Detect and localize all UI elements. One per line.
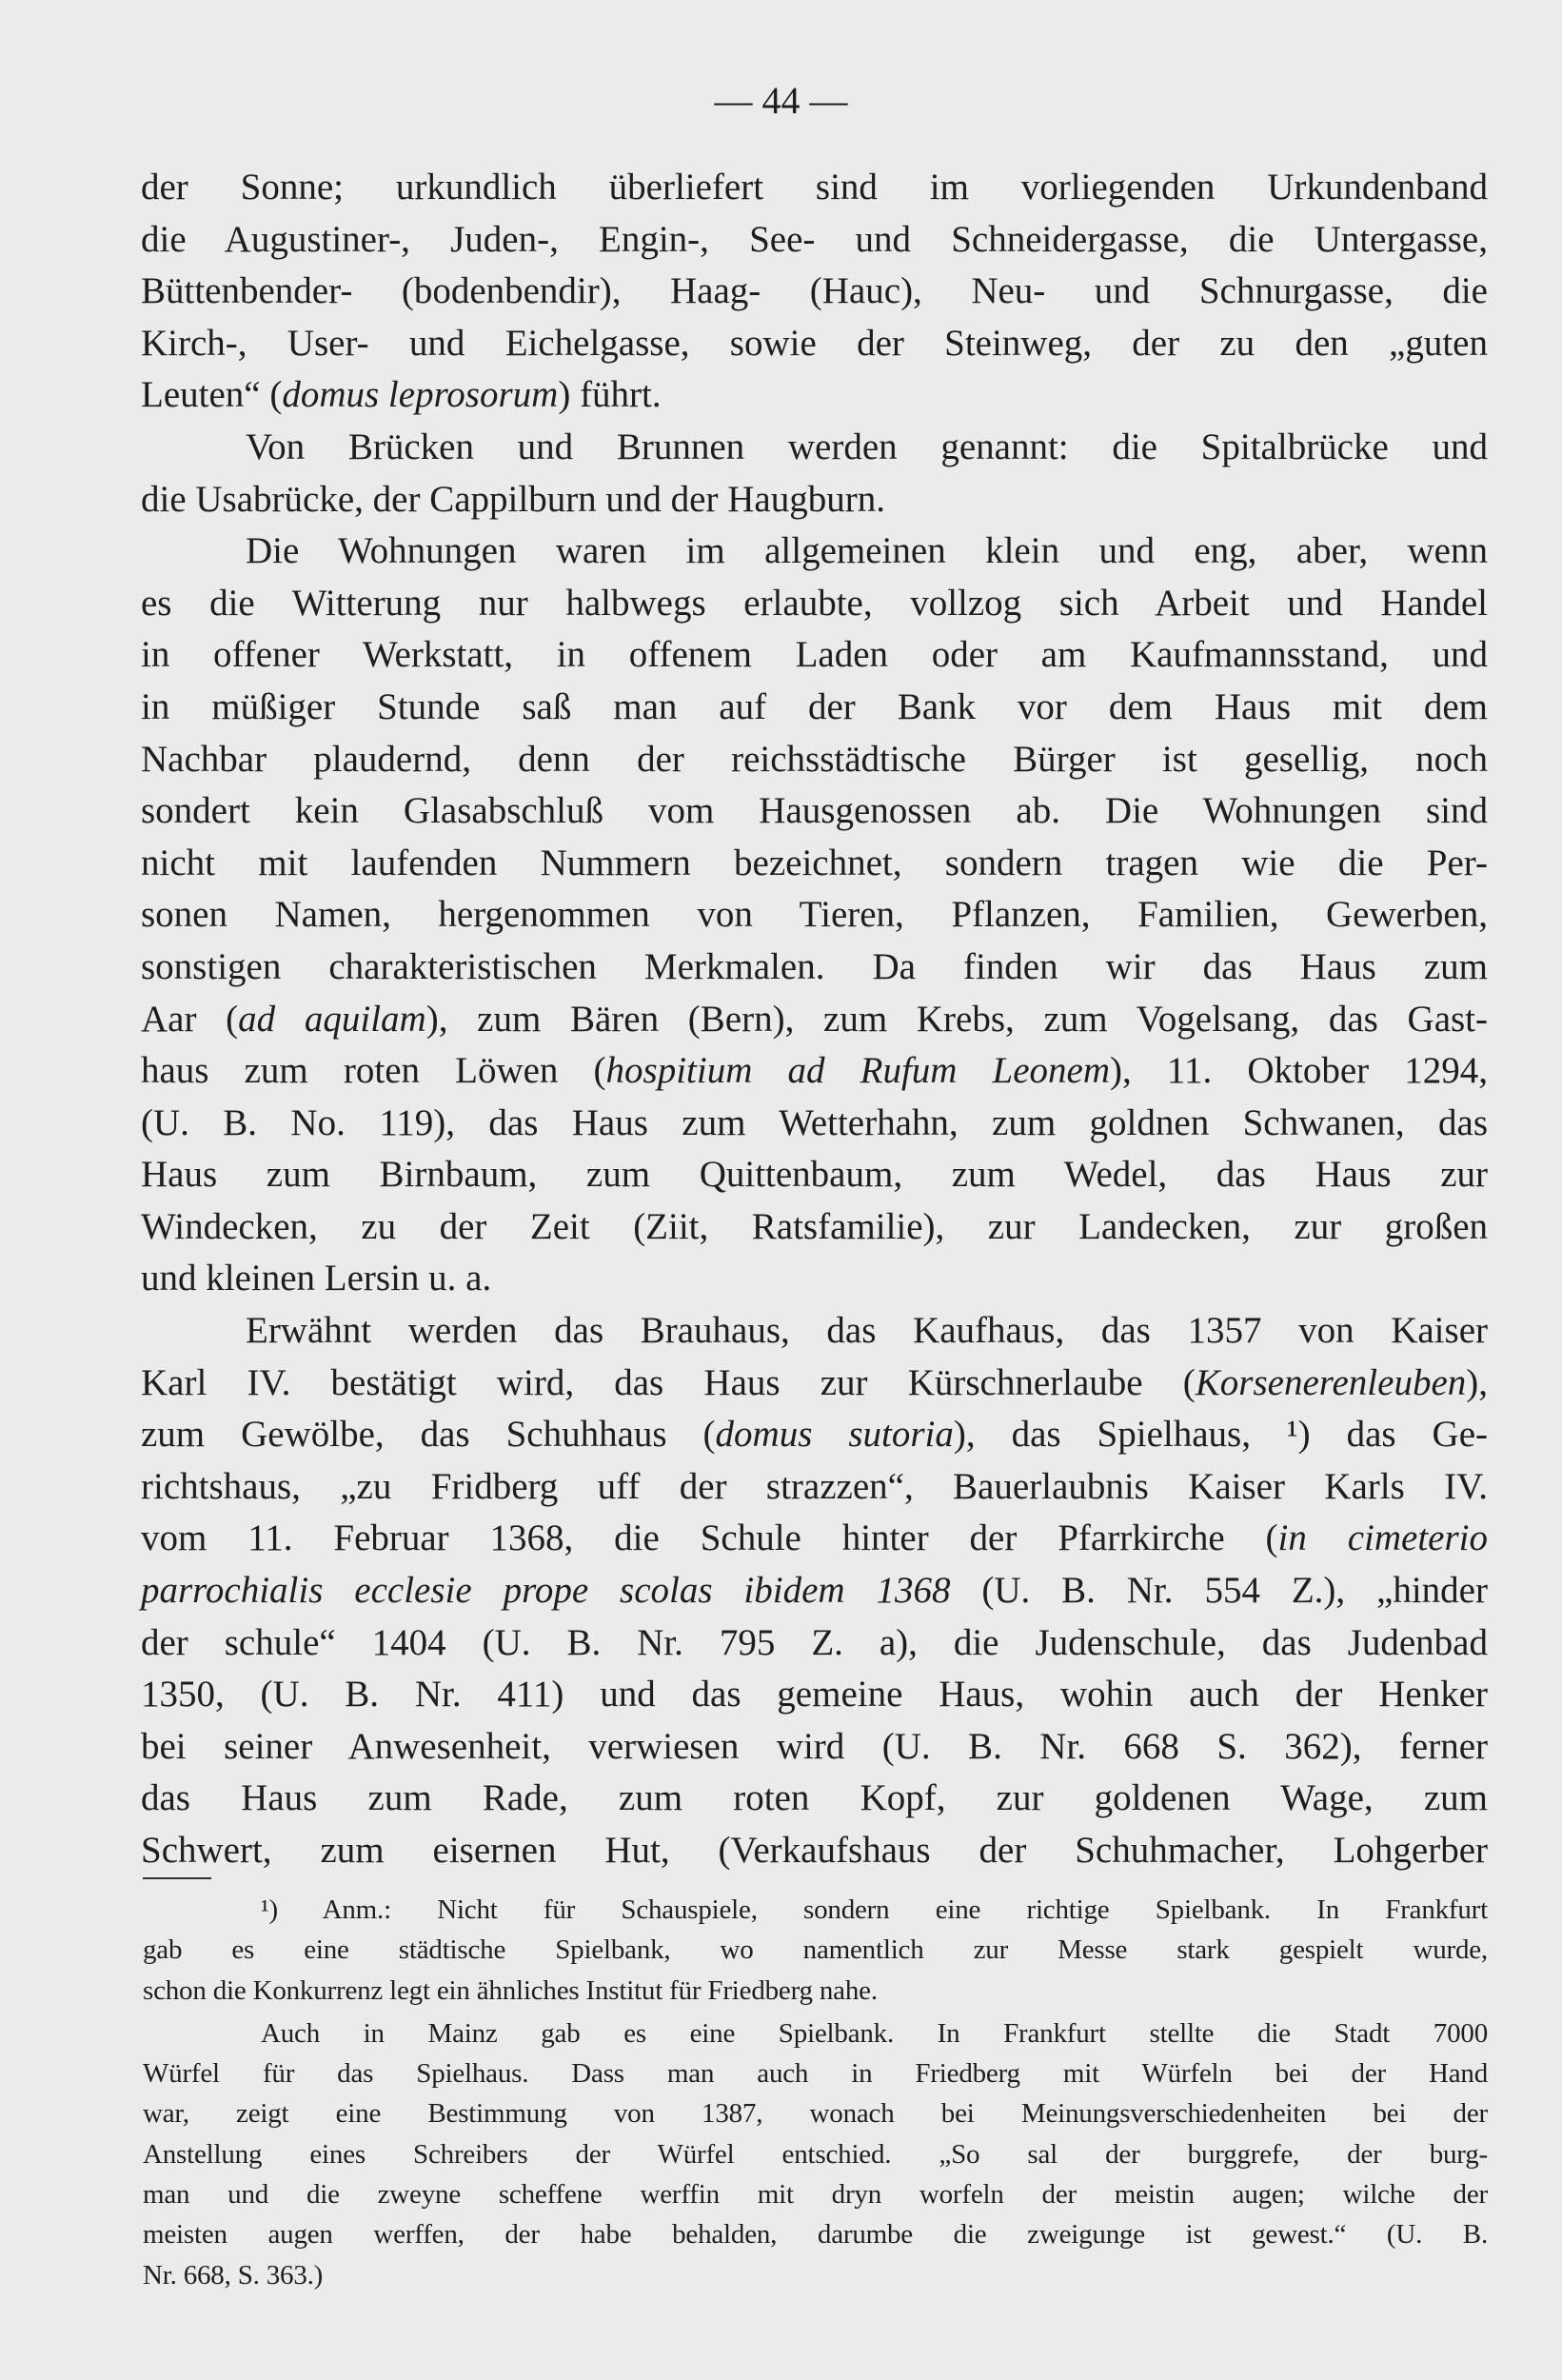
text-line [141,994,1488,1046]
main-text [141,162,1488,1877]
latin-phrase: Korsenerenleuben [1195,1361,1467,1403]
latin-phrase: ad aquilam [238,998,426,1040]
footnotes [143,1890,1488,2295]
text-segment: und kleinen Lersin u. a. [141,1258,492,1299]
footnote-line: meisten augen werffen, der habe behalden, darumbe die zweigunge ist gewest.“ (U. B. [143,2219,1488,2251]
text-segment: der schule“ 1404 (U. B. Nr. 795 Z. a), die Judenschule, das Judenbad [141,1621,1488,1663]
text-segment: Karl IV. bestätigt wird, das Haus zur Kürschnerlaube ( [141,1361,1196,1403]
text-line [141,1253,1488,1305]
text-line [141,318,1488,370]
text-line [141,1617,1488,1670]
text-segment: (U. B. No. 119), das Haus zum Wetterhahn, zum goldnen Schwanen, das [141,1101,1488,1143]
text-segment: sonstigen charakteristischen Merkmalen. Da finden wir das Haus zum [141,945,1488,987]
footnote-line: Anstellung eines Schreibers der Würfel entschied. „So sal der burggrefe, der burg- [143,2138,1488,2170]
text-line [141,838,1488,890]
footnote-line: Auch in Mainz gab es eine Spielbank. In Frankfurt stellte die Stadt 7000 [261,2017,1488,2049]
text-segment: in müßiger Stunde saß man auf der Bank vor dem Haus mit dem [141,685,1488,727]
text-segment: Leuten“ ( [141,374,283,416]
text-line [141,1773,1488,1825]
text-line [141,785,1488,838]
text-segment: Haus zum Birnbaum, zum Quittenbaum, zum Wedel, das Haus zur [141,1154,1488,1196]
text-segment: Büttenbender- (bodenbendir), Haag- (Hauc), Neu- und Schnurgasse, die [141,270,1488,312]
text-line [141,1825,1488,1877]
latin-phrase: domus sutoria [715,1414,954,1456]
text-segment: ), 11. Oktober 1294, [1110,1050,1488,1092]
text-line [141,1098,1488,1150]
footnote-line: ¹) Anm.: Nicht für Schauspiele, sondern eine richtige Spielbank. In Frankfurt [261,1894,1488,1925]
footnote-line: Würfel für das Spielhaus. Dass man auch in Friedberg mit Würfeln bei der Hand [143,2058,1488,2090]
text-line [141,1149,1488,1201]
text-segment: bei seiner Anwesenheit, verwiesen wird (U. B. Nr. 668 S. 362), ferner [141,1725,1488,1767]
latin-phrase: domus leprosorum [282,374,559,416]
text-segment: haus zum roten Löwen ( [141,1050,606,1092]
text-segment: in offener Werkstatt, in offenem Laden oder am Kaufmannsstand, und [141,634,1488,676]
text-segment: sonen Namen, hergenommen von Tieren, Pflanzen, Familien, Gewerben, [141,894,1488,936]
text-segment: das Haus zum Rade, zum roten Kopf, zur goldenen Wage, zum [141,1777,1488,1819]
text-line [141,1721,1488,1774]
text-segment: (U. B. Nr. 554 Z.), „hinder [950,1570,1488,1612]
text-line [141,889,1488,942]
text-line [141,1461,1488,1514]
text-line [141,942,1488,994]
text-segment: vom 11. Februar 1368, die Schule hinter der Pfarrkirche ( [141,1517,1278,1559]
text-segment: richtshaus, „zu Fridberg uff der strazzen“, Bauerlaubnis Kaiser Karls IV. [141,1465,1488,1507]
latin-phrase: hospitium ad Rufum Leonem [605,1050,1111,1092]
text-line [141,214,1488,267]
text-segment: Kirch-, User- und Eichelgasse, sowie der Steinweg, der zu den „guten [141,322,1488,364]
text-segment: sondert kein Glasabschluß vom Hausgenossen ab. Die Wohnungen sind [141,790,1488,832]
text-line [141,1669,1488,1721]
page-number: — 44 — [714,79,848,122]
text-segment: Windecken, zu der Zeit (Ziit, Ratsfamilie), zur Landecken, zur großen [141,1205,1488,1247]
text-line [141,266,1488,318]
text-line [141,578,1488,630]
latin-phrase: in cimeterio [1277,1517,1488,1559]
text-line [141,422,1488,474]
text-line [141,1358,1488,1410]
text-segment: der Sonne; urkundlich überliefert sind im vorliegenden Urkundenband [141,167,1488,208]
text-line [141,734,1488,786]
text-line [141,1305,1488,1358]
text-line [141,1565,1488,1617]
text-segment: zum Gewölbe, das Schuhhaus ( [141,1414,716,1456]
text-segment: die Augustiner-, Juden-, Engin-, See- und Schneidergasse, die Untergasse, [141,218,1488,260]
text-segment: Aar ( [141,998,239,1040]
text-line [141,1045,1488,1098]
footnote-divider [143,1877,211,1879]
text-segment: Die Wohnungen waren im allgemeinen klein und eng, aber, wenn [246,530,1488,572]
footnote-line: schon die Konkurrenz legt ein ähnliches Institut für Friedberg nahe. [143,1974,878,2006]
text-line [141,526,1488,578]
text-line [141,682,1488,734]
text-line [141,162,1488,214]
text-segment: Von Brücken und Brunnen werden genannt: die Spitalbrücke und [246,426,1488,467]
text-segment: die Usabrücke, der Cappilburn und der Haugburn. [141,478,885,520]
text-line [141,629,1488,682]
latin-phrase: parrochialis ecclesie prope scolas ibidem 1368 [141,1570,951,1612]
text-segment: Schwert, zum eisernen Hut, (Verkaufshaus der Schuhmacher, Lohgerber [141,1830,1488,1871]
text-segment: Erwähnt werden das Brauhaus, das Kaufhaus, das 1357 von Kaiser [246,1310,1488,1352]
text-line [141,369,1488,422]
text-line [141,1201,1488,1254]
text-line [141,1513,1488,1565]
footnote-line: man und die zweyne scheffene werffin mit dryn worfeln der meistin augen; wilche der [143,2179,1488,2211]
text-segment: nicht mit laufenden Nummern bezeichnet, sondern tragen wie die Per- [141,842,1488,883]
footnote-line: war, zeigt eine Bestimmung von 1387, wonach bei Meinungsverschiedenheiten bei der [143,2098,1488,2130]
text-segment: es die Witterung nur halbwegs erlaubte, vollzog sich Arbeit und Handel [141,582,1488,624]
text-segment: ) führt. [558,374,662,416]
text-line [141,474,1488,526]
text-segment: 1350, (U. B. Nr. 411) und das gemeine Haus, wohin auch der Henker [141,1674,1488,1716]
text-segment: ), [1466,1361,1488,1403]
text-segment: ), das Spielhaus, ¹) das Ge- [953,1414,1488,1456]
footnote-line: gab es eine städtische Spielbank, wo namentlich zur Messe stark gespielt wurde, [143,1934,1488,1966]
text-segment: Nachbar plaudernd, denn der reichsstädtische Bürger ist gesellig, noch [141,738,1488,780]
text-line [141,1409,1488,1461]
footnote-line: Nr. 668, S. 363.) [143,2259,324,2291]
text-segment: ), zum Bären (Bern), zum Krebs, zum Vogelsang, das Gast- [425,998,1489,1040]
